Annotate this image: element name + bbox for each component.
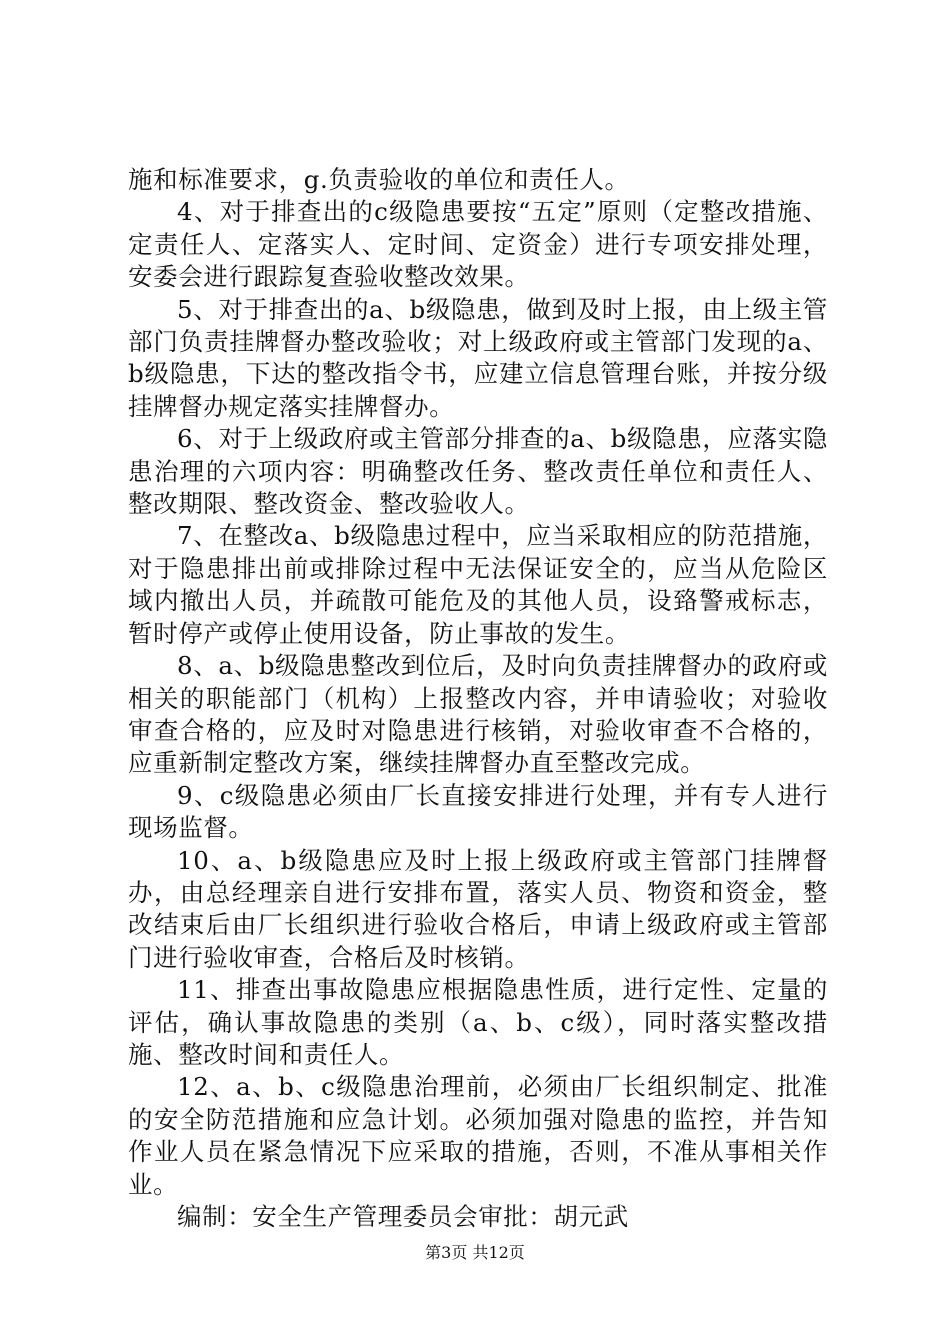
paragraph-item-7: 7、在整改a、b级隐患过程中，应当采取相应的防范措施，对于隐患排出前或排除过程中无法保证安全的，应当从危险区域内撤出人员，并疏散可能危及的其他人员，设臵警戒标志，暂时停产或停止使用设备，防止事故的发生。 xyxy=(128,521,828,648)
paragraph-item-9: 9、c级隐患必须由厂长直接安排进行处理，并有专人进行现场监督。 xyxy=(128,780,828,843)
paragraph-item-10: 10、a、b级隐患应及时上报上级政府或主管部门挂牌督办，由总经理亲自进行安排布置，落实人员、物资和资金，整改结束后由厂长组织进行验收合格后，申请上级政府或主管部门进行验收审查，合格后及时核销。 xyxy=(128,845,828,972)
paragraph-item-6: 6、对于上级政府或主管部分排查的a、b级隐患，应落实隐患治理的六项内容：明确整改任务、整改责任单位和责任人、整改期限、整改资金、整改验收人。 xyxy=(128,424,828,519)
paragraph-item-4: 4、对于排查出的c级隐患要按“五定”原则（定整改措施、定责任人、定落实人、定时间、定资金）进行专项安排处理，安委会进行跟踪复查验收整改效果。 xyxy=(128,197,828,292)
document-body xyxy=(128,164,828,1233)
paragraph-continuation: 施和标准要求，g.负责验收的单位和责任人。 xyxy=(128,165,630,194)
page-number-footer: 第3页 共12页 xyxy=(425,1243,525,1262)
paragraph-item-12: 12、a、b、c级隐患治理前，必须由厂长组织制定、批准的安全防范措施和应急计划。必须加强对隐患的监控，并告知作业人员在紧急情况下应采取的措施，否则，不准从事相关作业。 xyxy=(128,1072,828,1199)
paragraph-item-5: 5、对于排查出的a、b级隐患，做到及时上报，由上级主管部门负责挂牌督办整改验收；对上级政府或主管部门发现的a、b级隐患，下达的整改指令书，应建立信息管理台账，并按分级挂牌督办规定落实挂牌督办。 xyxy=(128,294,828,421)
paragraph-item-8: 8、a、b级隐患整改到位后，及时向负责挂牌督办的政府或相关的职能部门（机构）上报整改内容，并申请验收；对验收审查合格的，应及时对隐患进行核销，对验收审查不合格的，应重新制定整改方案，继续挂牌督办直至整改完成。 xyxy=(128,651,828,778)
paragraph-item-11: 11、排查出事故隐患应根据隐患性质，进行定性、定量的评估，确认事故隐患的类别（a、b、c级），同时落实整改措施、整改时间和责任人。 xyxy=(128,975,828,1069)
signoff-line: 编制：安全生产管理委员会审批：胡元武 xyxy=(177,1202,629,1231)
